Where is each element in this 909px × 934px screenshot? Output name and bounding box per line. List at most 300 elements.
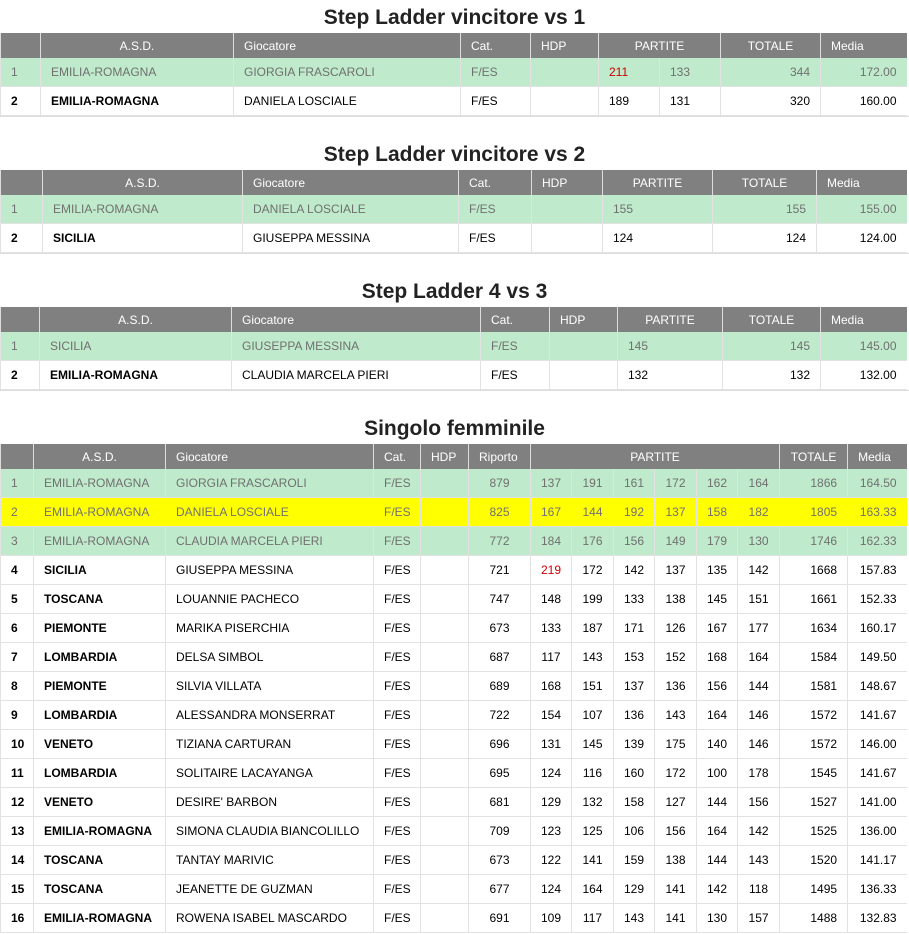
media-cell: 136.00 [848, 817, 907, 846]
hdp-cell [421, 904, 469, 933]
game-score-cell: 192 [614, 498, 655, 527]
header-partite: PARTITE [603, 170, 713, 195]
header-cat: Cat. [459, 170, 532, 195]
rank-cell: 11 [1, 759, 34, 788]
riporto-cell: 879 [469, 469, 531, 498]
media-cell: 132.00 [821, 361, 907, 390]
hdp-cell [421, 556, 469, 585]
table-row[interactable] [1, 195, 907, 224]
game-score-cell: 162 [697, 469, 738, 498]
riporto-cell: 673 [469, 846, 531, 875]
game-score-cell: 125 [572, 817, 614, 846]
header-totale: TOTALE [723, 307, 821, 332]
riporto-cell: 722 [469, 701, 531, 730]
media-cell: 146.00 [848, 730, 907, 759]
game-score-cell: 138 [655, 585, 697, 614]
game-score-cell: 123 [531, 817, 572, 846]
header-asd: A.S.D. [43, 170, 243, 195]
riporto-cell: 709 [469, 817, 531, 846]
player-cell: GIUSEPPA MESSINA [243, 224, 459, 253]
riporto-cell: 721 [469, 556, 531, 585]
player-cell: CLAUDIA MARCELA PIERI [232, 361, 481, 390]
asd-cell: LOMBARDIA [34, 759, 166, 788]
game-score-cell: 189 [599, 87, 660, 116]
table-row[interactable] [1, 498, 907, 527]
header-hdp: HDP [531, 33, 599, 58]
player-cell: ALESSANDRA MONSERRAT [166, 701, 374, 730]
player-cell: GIUSEPPA MESSINA [232, 332, 481, 361]
category-cell: F/ES [481, 361, 550, 390]
totale-cell: 145 [723, 332, 821, 361]
game-score-cell: 191 [572, 469, 614, 498]
rank-cell: 4 [1, 556, 34, 585]
category-cell: F/ES [374, 730, 421, 759]
game-score-cell: 219 [531, 556, 572, 585]
section-title: Step Ladder vincitore vs 2 [323, 143, 586, 166]
game-score-cell: 177 [738, 614, 780, 643]
header-totale: TOTALE [713, 170, 817, 195]
game-score-cell: 156 [738, 788, 780, 817]
game-score-cell: 164 [738, 643, 780, 672]
hdp-cell [421, 875, 469, 904]
table-row[interactable] [1, 788, 907, 817]
asd-cell: PIEMONTE [34, 672, 166, 701]
table-row[interactable] [1, 58, 907, 87]
asd-cell: SICILIA [34, 556, 166, 585]
header-riporto: Riporto [469, 444, 531, 469]
table-row[interactable] [1, 846, 907, 875]
header-giocatore: Giocatore [243, 170, 459, 195]
category-cell: F/ES [374, 672, 421, 701]
category-cell: F/ES [374, 614, 421, 643]
table-row[interactable] [1, 585, 907, 614]
hdp-cell [421, 469, 469, 498]
results-table [0, 170, 907, 253]
game-score-cell: 184 [531, 527, 572, 556]
game-score-cell: 168 [531, 672, 572, 701]
category-cell: F/ES [461, 58, 531, 87]
results-section [0, 253, 909, 390]
asd-cell: EMILIA-ROMAGNA [34, 498, 166, 527]
results-table [0, 307, 907, 390]
results-table [0, 33, 907, 116]
header-media: Media [817, 170, 907, 195]
category-cell: F/ES [374, 498, 421, 527]
media-cell: 155.00 [817, 195, 907, 224]
totale-cell: 1572 [780, 701, 848, 730]
player-cell: SILVIA VILLATA [166, 672, 374, 701]
results-section [0, 0, 909, 116]
header-media: Media [821, 307, 907, 332]
totale-cell: 155 [713, 195, 817, 224]
header-pos [1, 444, 34, 469]
game-score-cell: 158 [697, 498, 738, 527]
player-cell: GIORGIA FRASCAROLI [234, 58, 461, 87]
hdp-cell [421, 585, 469, 614]
game-score-cell: 164 [697, 701, 738, 730]
asd-cell: SICILIA [43, 224, 243, 253]
table-row[interactable] [1, 556, 907, 585]
totale-cell: 1545 [780, 759, 848, 788]
totale-cell: 1866 [780, 469, 848, 498]
rank-cell: 8 [1, 672, 34, 701]
totale-cell: 1805 [780, 498, 848, 527]
game-score-cell: 124 [531, 875, 572, 904]
asd-cell: LOMBARDIA [34, 701, 166, 730]
table-row[interactable] [1, 332, 907, 361]
game-score-cell: 141 [572, 846, 614, 875]
game-score-cell: 159 [614, 846, 655, 875]
game-score-cell: 140 [697, 730, 738, 759]
player-cell: ROWENA ISABEL MASCARDO [166, 904, 374, 933]
category-cell: F/ES [374, 904, 421, 933]
hdp-cell [421, 527, 469, 556]
header-hdp: HDP [550, 307, 618, 332]
category-cell: F/ES [459, 224, 532, 253]
results-table [0, 444, 907, 933]
game-score-cell: 142 [738, 556, 780, 585]
asd-cell: VENETO [34, 730, 166, 759]
rank-cell: 15 [1, 875, 34, 904]
category-cell: F/ES [374, 585, 421, 614]
header-partite: PARTITE [599, 33, 721, 58]
rank-cell: 14 [1, 846, 34, 875]
rank-cell: 13 [1, 817, 34, 846]
table-row[interactable] [1, 904, 907, 933]
player-cell: TANTAY MARIVIC [166, 846, 374, 875]
totale-cell: 320 [721, 87, 821, 116]
rank-cell: 2 [1, 224, 43, 253]
asd-cell: EMILIA-ROMAGNA [43, 195, 243, 224]
category-cell: F/ES [459, 195, 532, 224]
header-row [1, 170, 907, 195]
media-cell: 149.50 [848, 643, 907, 672]
header-row [1, 444, 907, 469]
game-score-cell: 167 [697, 614, 738, 643]
rank-cell: 2 [1, 498, 34, 527]
header-asd: A.S.D. [34, 444, 166, 469]
game-score-cell: 116 [572, 759, 614, 788]
game-score-cell: 144 [572, 498, 614, 527]
category-cell: F/ES [374, 846, 421, 875]
hdp-cell [421, 614, 469, 643]
game-score-cell: 137 [531, 469, 572, 498]
player-cell: JEANETTE DE GUZMAN [166, 875, 374, 904]
game-score-cell: 144 [697, 788, 738, 817]
game-score-cell: 145 [572, 730, 614, 759]
header-media: Media [821, 33, 907, 58]
category-cell: F/ES [374, 701, 421, 730]
game-score-cell: 124 [531, 759, 572, 788]
totale-cell: 1661 [780, 585, 848, 614]
hdp-cell [421, 788, 469, 817]
table-row[interactable] [1, 469, 907, 498]
category-cell: F/ES [481, 332, 550, 361]
game-score-cell: 107 [572, 701, 614, 730]
game-score-cell: 131 [660, 87, 721, 116]
totale-cell: 1525 [780, 817, 848, 846]
riporto-cell: 677 [469, 875, 531, 904]
game-score-cell: 168 [697, 643, 738, 672]
table-row[interactable] [1, 614, 907, 643]
game-score-cell: 143 [738, 846, 780, 875]
game-score-cell: 141 [655, 875, 697, 904]
game-score-cell: 167 [531, 498, 572, 527]
header-cat: Cat. [481, 307, 550, 332]
game-score-cell: 142 [697, 875, 738, 904]
riporto-cell: 691 [469, 904, 531, 933]
totale-cell: 1488 [780, 904, 848, 933]
game-score-cell: 100 [697, 759, 738, 788]
category-cell: F/ES [374, 875, 421, 904]
results-section [0, 116, 909, 253]
table-row[interactable] [1, 87, 907, 116]
rank-cell: 6 [1, 614, 34, 643]
game-score-cell: 160 [614, 759, 655, 788]
riporto-cell: 673 [469, 614, 531, 643]
rank-cell: 2 [1, 361, 40, 390]
player-cell: SIMONA CLAUDIA BIANCOLILLO [166, 817, 374, 846]
game-score-cell: 129 [614, 875, 655, 904]
rank-cell: 10 [1, 730, 34, 759]
media-cell: 141.67 [848, 759, 907, 788]
header-pos [1, 33, 41, 58]
game-score-cell: 131 [531, 730, 572, 759]
game-score-cell: 155 [603, 195, 713, 224]
game-score-cell: 127 [655, 788, 697, 817]
hdp-cell [421, 498, 469, 527]
totale-cell: 1668 [780, 556, 848, 585]
header-cat: Cat. [461, 33, 531, 58]
hdp-cell [421, 759, 469, 788]
game-score-cell: 118 [738, 875, 780, 904]
media-cell: 141.17 [848, 846, 907, 875]
hdp-cell [531, 87, 599, 116]
category-cell: F/ES [374, 469, 421, 498]
media-cell: 157.83 [848, 556, 907, 585]
hdp-cell [421, 672, 469, 701]
header-partite: PARTITE [618, 307, 723, 332]
hdp-cell [550, 332, 618, 361]
game-score-cell: 176 [572, 527, 614, 556]
rank-cell: 1 [1, 58, 41, 87]
table-row[interactable] [1, 643, 907, 672]
table-row[interactable] [1, 759, 907, 788]
game-score-cell: 156 [697, 672, 738, 701]
game-score-cell: 179 [697, 527, 738, 556]
media-cell: 163.33 [848, 498, 907, 527]
totale-cell: 1634 [780, 614, 848, 643]
media-cell: 132.83 [848, 904, 907, 933]
table-row[interactable] [1, 672, 907, 701]
totale-cell: 1527 [780, 788, 848, 817]
game-score-cell: 133 [614, 585, 655, 614]
header-asd: A.S.D. [40, 307, 232, 332]
media-cell: 160.00 [821, 87, 907, 116]
game-score-cell: 122 [531, 846, 572, 875]
game-score-cell: 117 [572, 904, 614, 933]
game-score-cell: 146 [738, 701, 780, 730]
media-cell: 148.67 [848, 672, 907, 701]
table-row[interactable] [1, 361, 907, 390]
game-score-cell: 124 [603, 224, 713, 253]
results-section [0, 390, 909, 933]
totale-cell: 1520 [780, 846, 848, 875]
game-score-cell: 172 [655, 759, 697, 788]
game-score-cell: 158 [614, 788, 655, 817]
game-score-cell: 136 [655, 672, 697, 701]
hdp-cell [421, 701, 469, 730]
riporto-cell: 695 [469, 759, 531, 788]
player-cell: GIUSEPPA MESSINA [166, 556, 374, 585]
game-score-cell: 182 [738, 498, 780, 527]
game-score-cell: 148 [531, 585, 572, 614]
header-totale: TOTALE [721, 33, 821, 58]
game-score-cell: 143 [572, 643, 614, 672]
riporto-cell: 689 [469, 672, 531, 701]
riporto-cell: 696 [469, 730, 531, 759]
game-score-cell: 151 [738, 585, 780, 614]
game-score-cell: 161 [614, 469, 655, 498]
header-media: Media [848, 444, 907, 469]
rank-cell: 1 [1, 195, 43, 224]
rank-cell: 2 [1, 87, 41, 116]
player-cell: DESIRE' BARBON [166, 788, 374, 817]
media-cell: 141.00 [848, 788, 907, 817]
rank-cell: 12 [1, 788, 34, 817]
game-score-cell: 164 [738, 469, 780, 498]
table-row[interactable] [1, 224, 907, 253]
totale-cell: 344 [721, 58, 821, 87]
game-score-cell: 164 [697, 817, 738, 846]
media-cell: 141.67 [848, 701, 907, 730]
game-score-cell: 106 [614, 817, 655, 846]
category-cell: F/ES [374, 817, 421, 846]
game-score-cell: 146 [738, 730, 780, 759]
asd-cell: TOSCANA [34, 585, 166, 614]
rank-cell: 5 [1, 585, 34, 614]
hdp-cell [532, 195, 603, 224]
table-row[interactable] [1, 875, 907, 904]
header-row [1, 307, 907, 332]
hdp-cell [421, 730, 469, 759]
player-cell: DANIELA LOSCIALE [234, 87, 461, 116]
rank-cell: 3 [1, 527, 34, 556]
media-cell: 145.00 [821, 332, 907, 361]
player-cell: GIORGIA FRASCAROLI [166, 469, 374, 498]
player-cell: DELSA SIMBOL [166, 643, 374, 672]
table-row[interactable] [1, 527, 907, 556]
rank-cell: 7 [1, 643, 34, 672]
game-score-cell: 144 [738, 672, 780, 701]
totale-cell: 1495 [780, 875, 848, 904]
hdp-cell [550, 361, 618, 390]
game-score-cell: 144 [697, 846, 738, 875]
rank-cell: 1 [1, 332, 40, 361]
game-score-cell: 211 [599, 58, 660, 87]
game-score-cell: 187 [572, 614, 614, 643]
riporto-cell: 772 [469, 527, 531, 556]
game-score-cell: 133 [660, 58, 721, 87]
asd-cell: EMILIA-ROMAGNA [41, 87, 234, 116]
game-score-cell: 156 [614, 527, 655, 556]
game-score-cell: 130 [738, 527, 780, 556]
media-cell: 124.00 [817, 224, 907, 253]
game-score-cell: 132 [572, 788, 614, 817]
totale-cell: 1746 [780, 527, 848, 556]
player-cell: MARIKA PISERCHIA [166, 614, 374, 643]
hdp-cell [532, 224, 603, 253]
game-score-cell: 142 [614, 556, 655, 585]
media-cell: 136.33 [848, 875, 907, 904]
asd-cell: PIEMONTE [34, 614, 166, 643]
riporto-cell: 681 [469, 788, 531, 817]
asd-cell: EMILIA-ROMAGNA [34, 527, 166, 556]
category-cell: F/ES [374, 527, 421, 556]
asd-cell: LOMBARDIA [34, 643, 166, 672]
riporto-cell: 747 [469, 585, 531, 614]
game-score-cell: 171 [614, 614, 655, 643]
totale-cell: 1572 [780, 730, 848, 759]
header-totale: TOTALE [780, 444, 848, 469]
game-score-cell: 129 [531, 788, 572, 817]
header-hdp: HDP [532, 170, 603, 195]
section-title: Step Ladder 4 vs 3 [361, 280, 548, 303]
game-score-cell: 141 [655, 904, 697, 933]
table-row[interactable] [1, 730, 907, 759]
game-score-cell: 130 [697, 904, 738, 933]
game-score-cell: 151 [572, 672, 614, 701]
asd-cell: TOSCANA [34, 875, 166, 904]
game-score-cell: 172 [655, 469, 697, 498]
asd-cell: EMILIA-ROMAGNA [34, 469, 166, 498]
category-cell: F/ES [461, 87, 531, 116]
player-cell: TIZIANA CARTURAN [166, 730, 374, 759]
totale-cell: 132 [723, 361, 821, 390]
game-score-cell: 109 [531, 904, 572, 933]
media-cell: 160.17 [848, 614, 907, 643]
hdp-cell [421, 846, 469, 875]
section-title: Singolo femminile [364, 417, 545, 440]
totale-cell: 1584 [780, 643, 848, 672]
header-asd: A.S.D. [41, 33, 234, 58]
rank-cell: 9 [1, 701, 34, 730]
game-score-cell: 133 [531, 614, 572, 643]
game-score-cell: 139 [614, 730, 655, 759]
hdp-cell [531, 58, 599, 87]
game-score-cell: 142 [738, 817, 780, 846]
game-score-cell: 164 [572, 875, 614, 904]
table-row[interactable] [1, 817, 907, 846]
header-pos [1, 170, 43, 195]
game-score-cell: 157 [738, 904, 780, 933]
game-score-cell: 138 [655, 846, 697, 875]
media-cell: 152.33 [848, 585, 907, 614]
totale-cell: 124 [713, 224, 817, 253]
totale-cell: 1581 [780, 672, 848, 701]
header-partite: PARTITE [531, 444, 780, 469]
game-score-cell: 145 [697, 585, 738, 614]
asd-cell: EMILIA-ROMAGNA [34, 817, 166, 846]
category-cell: F/ES [374, 643, 421, 672]
media-cell: 172.00 [821, 58, 907, 87]
game-score-cell: 135 [697, 556, 738, 585]
asd-cell: SICILIA [40, 332, 232, 361]
game-score-cell: 152 [655, 643, 697, 672]
category-cell: F/ES [374, 556, 421, 585]
table-row[interactable] [1, 701, 907, 730]
section-title: Step Ladder vincitore vs 1 [323, 6, 586, 29]
